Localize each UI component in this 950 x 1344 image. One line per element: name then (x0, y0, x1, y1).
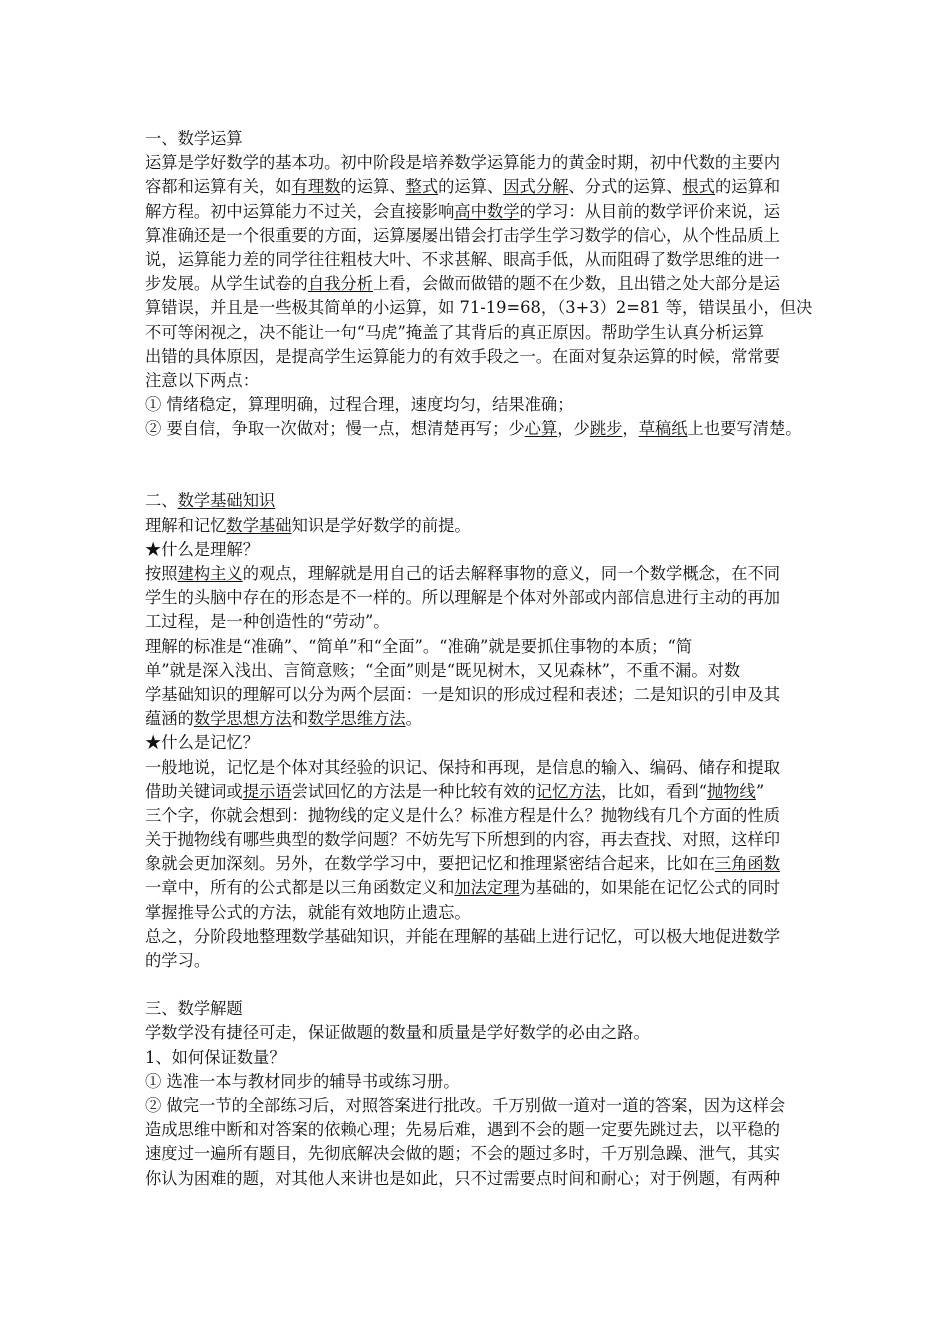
text-line (145, 248, 820, 272)
text-line (145, 852, 820, 876)
text-line (145, 876, 820, 900)
text-segment: ★什么是记忆？ (145, 733, 259, 753)
text-segment: 知识是学好数学的前提。 (291, 515, 471, 535)
text-segment: 容都和运算有关，如 (145, 177, 292, 197)
underlined-term: 数学思维方法 (307, 709, 406, 729)
text-segment: 按照 (145, 564, 178, 583)
text-segment: 蕴涵的 (145, 709, 194, 729)
text-line (145, 901, 820, 925)
text-line (145, 296, 820, 320)
text-segment: ① 选准一本与教材同步的辅导书或练习册。 (145, 1071, 460, 1091)
text-segment: 一般地说，记忆是个体对其经验的识记、保持和再现，是信息的输入、编码、储存和提取 (145, 757, 780, 777)
text-segment: 掌握推导公式的方法，就能有效地防止遗忘。 (145, 902, 471, 922)
text-segment: 的观点，理解就是用自己的话去解释事物的意义，同一个数学概念，在不同 (242, 564, 781, 583)
text-line (145, 538, 820, 562)
underlined-term: 有理数 (291, 177, 341, 197)
text-segment: 理解和记忆 (145, 515, 227, 535)
text-segment: ， (622, 419, 639, 439)
underlined-term: 跳步 (589, 419, 623, 439)
underlined-term: 记忆方法 (535, 781, 601, 801)
text-segment: 造成思维中断和对答案的依赖心理；先易后难，遇到不会的题一定要先跳过去，以平稳的 (145, 1120, 780, 1140)
underlined-term: 数学思想方法 (193, 709, 292, 729)
section-1-heading: 一、数学运算 (145, 129, 243, 148)
section-1-body (145, 151, 820, 441)
underlined-term: 根式 (682, 177, 715, 197)
text-line (145, 659, 820, 683)
text-line (145, 272, 820, 296)
text-line (145, 562, 820, 586)
text-segment: 。 (405, 709, 422, 729)
text-segment: 总之，分阶段地整理数学基础知识，并能在理解的基础上进行记忆，可以极大地促进数学 (145, 926, 780, 946)
underlined-term: 提示语 (242, 781, 292, 801)
text-segment: 尝试回忆的方法是一种比较有效的 (291, 781, 536, 801)
text-line (145, 707, 820, 731)
text-line (145, 489, 820, 513)
underlined-term: 草稿纸 (638, 419, 688, 439)
underlined-term: 高中数学 (454, 201, 520, 221)
text-segment: 学生的头脑中存在的形态是不一样的。所以理解是个体对外部或内部信息进行主动的再加 (145, 588, 780, 608)
text-line (145, 586, 820, 610)
text-segment: 步发展。从学生试卷的 (145, 274, 308, 294)
text-line (145, 345, 820, 369)
text-line (145, 828, 820, 852)
underlined-term: 抛物线 (706, 781, 756, 801)
text-segment: 关于抛物线有哪些典型的数学问题？不妨先写下所想到的内容，再去查找、对照，这样印 (145, 830, 780, 850)
text-segment: 二、 (145, 491, 178, 511)
text-segment: 理解的标准是“准确”、“简单”和“全面”。“准确”就是要抓住事物的本质；“简 (145, 636, 693, 656)
text-line (145, 635, 820, 659)
text-line (145, 731, 820, 755)
underlined-term: 数学基础知识 (177, 491, 276, 511)
text-segment: 的学习：从目前的数学评价来说，运 (519, 201, 781, 221)
text-segment: 注意以下两点： (145, 370, 259, 390)
document-body (145, 127, 820, 1191)
text-segment: 算错误，并且是一些极其简单的小运算，如 71-19=68，（3+3）2=81 等，错误虽小，但决 (145, 298, 813, 318)
text-segment: 你认为困难的题，对其他人来讲也是如此，只不过需要点时间和耐心；对于例题，有两种 (145, 1168, 780, 1188)
text-segment: 说，运算能力差的同学往往粗枝大叶、不求甚解、眼高手低，从而阻碍了数学思维的进一 (145, 249, 780, 269)
text-line (145, 1118, 820, 1142)
text-line (145, 1070, 820, 1094)
text-segment: 学基础知识的理解可以分为两个层面：一是知识的形成过程和表述；二是知识的引申及其 (145, 684, 780, 704)
section-gap (145, 441, 820, 489)
text-line (145, 393, 820, 417)
text-segment: ，少 (557, 419, 590, 439)
section-gap (145, 973, 820, 997)
text-segment: ① 情绪稳定，算理明确，过程合理，速度均匀，结果准确； (145, 395, 574, 415)
underlined-term: 数学基础 (226, 515, 292, 535)
text-line (145, 1167, 820, 1191)
text-segment: ” (755, 781, 765, 801)
text-segment: ，比如，看到“ (600, 781, 707, 801)
text-line (145, 804, 820, 828)
underlined-term: 建构主义 (177, 564, 243, 583)
text-segment: 借助关键词或 (145, 781, 243, 801)
text-segment: 出错的具体原因，是提高学生运算能力的有效手段之一。在面对复杂运算的时候，常常要 (145, 346, 780, 366)
text-segment: 算准确还是一个很重要的方面，运算屡屡出错会打击学生学习数学的信心，从个性品质上 (145, 225, 780, 245)
text-segment: 、分式的运算、 (568, 177, 683, 197)
text-line (145, 224, 820, 248)
text-segment: 三、数学解题 (145, 999, 243, 1019)
text-segment: 三个字，你就会想到：抛物线的定义是什么？标准方程是什么？抛物线有几个方面的性质 (145, 805, 780, 825)
text-line (145, 1094, 820, 1118)
text-segment: 象就会更加深刻。另外，在数学学习中，要把记忆和推理紧密结合起来，比如在 (145, 854, 715, 874)
text-segment: 的学习。 (145, 951, 211, 970)
underlined-term: 加法定理 (454, 878, 520, 898)
text-line (145, 200, 820, 224)
underlined-term: 三角函数 (714, 854, 780, 874)
underlined-term: 自我分析 (307, 274, 373, 294)
text-segment: 不可等闲视之，决不能让一句“马虎”掩盖了其背后的真正原因。帮助学生认真分析运算 (145, 322, 765, 342)
underlined-term: 心算 (524, 419, 558, 439)
underlined-term: 因式分解 (503, 177, 569, 197)
text-line (145, 925, 820, 949)
text-line (145, 417, 820, 441)
text-segment: 的运算、 (340, 177, 406, 197)
text-segment: ② 要自信，争取一次做对；慢一点，想清楚再写；少 (145, 419, 525, 439)
text-line (145, 321, 820, 345)
text-line (145, 756, 820, 780)
text-segment: ★什么是理解？ (145, 539, 259, 559)
text-line (145, 610, 820, 634)
text-segment: 1、如何保证数量？ (145, 1047, 286, 1067)
text-segment: 学数学没有捷径可走，保证做题的数量和质量是学好数学的必由之路。 (145, 1023, 650, 1043)
text-segment: 单”就是深入浅出、言简意赅；“全面”则是“既见树木，又见森林”，不重不漏。对数 (145, 660, 741, 680)
text-segment: 为基础的，如果能在记忆公式的同时 (519, 878, 781, 898)
text-segment: 一章中，所有的公式都是以三角函数定义和 (145, 878, 455, 898)
text-segment: 的运算和 (714, 177, 781, 197)
text-line (145, 514, 820, 538)
text-segment: 解方程。初中运算能力不过关，会直接影响 (145, 201, 455, 221)
text-segment: 运算是学好数学的基本功。初中阶段是培养数学运算能力的黄金时期，初中代数的主要内 (145, 153, 780, 173)
section-3 (145, 997, 820, 1191)
section-2 (145, 489, 820, 973)
text-segment: 的运算、 (438, 177, 504, 197)
text-segment: 上看，会做而做错的题不在少数，且出错之处大部分是运 (372, 274, 781, 294)
text-line (145, 1046, 820, 1070)
text-segment: 工过程，是一种创造性的“劳动”。 (145, 612, 390, 632)
text-line (145, 151, 820, 175)
underlined-term: 整式 (405, 177, 439, 197)
text-line (145, 949, 820, 973)
text-segment: 和 (291, 709, 308, 729)
text-line (145, 1021, 820, 1045)
text-line (145, 683, 820, 707)
text-line (145, 369, 820, 393)
text-segment: 速度过一遍所有题目，先彻底解决会做的题；不会的题过多时，千万别急躁、泄气，其实 (145, 1144, 780, 1164)
text-line (145, 1142, 820, 1166)
text-line (145, 175, 820, 199)
text-line (145, 997, 820, 1021)
text-line (145, 780, 820, 804)
text-segment: 上也要写清楚。 (687, 419, 802, 439)
text-segment: ② 做完一节的全部练习后，对照答案进行批改。千万别做一道对一道的答案，因为这样会 (145, 1095, 786, 1115)
